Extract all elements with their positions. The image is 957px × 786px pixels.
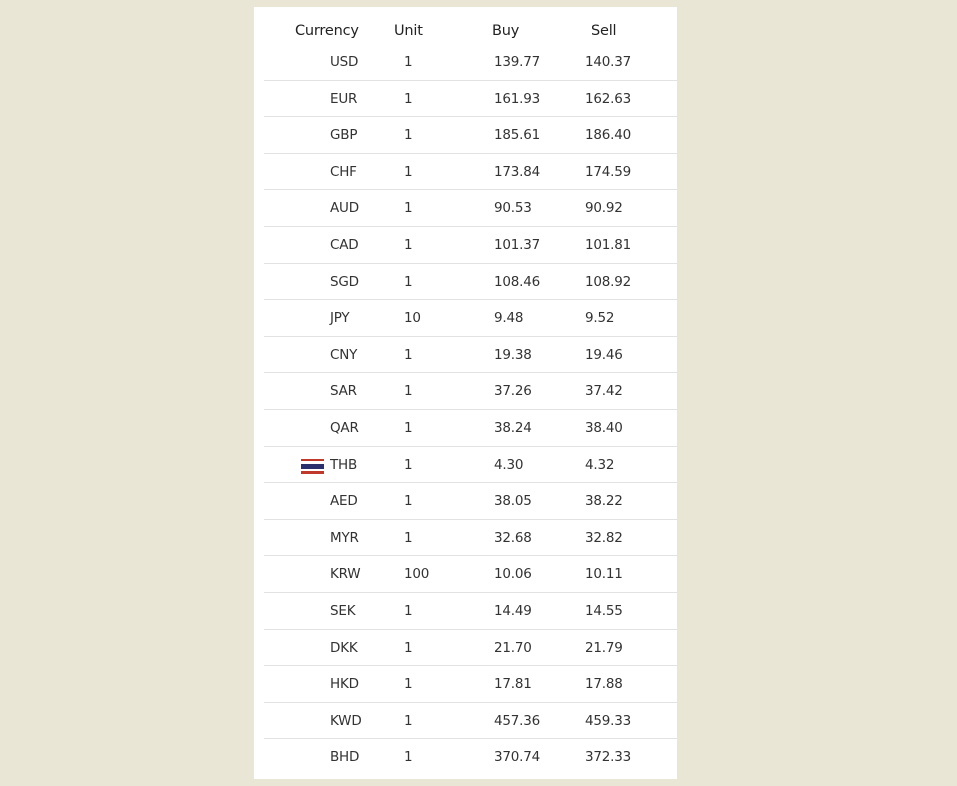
buy-rate: 185.61 xyxy=(494,127,541,144)
sell-rate: 459.33 xyxy=(585,712,632,729)
unit-value: 1 xyxy=(404,456,413,473)
buy-rate: 101.37 xyxy=(494,236,541,253)
sell-rate: 372.33 xyxy=(585,749,632,766)
buy-rate: 9.48 xyxy=(494,310,524,327)
currency-code: QAR xyxy=(330,419,359,436)
unit-value: 1 xyxy=(404,273,413,290)
table-row xyxy=(264,520,677,557)
unit-value: 10 xyxy=(404,310,421,327)
currency-code: AUD xyxy=(330,200,359,217)
buy-rate: 108.46 xyxy=(494,273,541,290)
buy-rate: 173.84 xyxy=(494,163,541,180)
buy-rate: 32.68 xyxy=(494,529,532,546)
currency-code: DKK xyxy=(330,639,358,656)
table-row xyxy=(264,264,677,301)
sell-rate: 19.46 xyxy=(585,346,623,363)
sell-rate: 37.42 xyxy=(585,383,623,400)
sell-rate: 162.63 xyxy=(585,90,632,107)
unit-value: 1 xyxy=(404,419,413,436)
sell-rate: 90.92 xyxy=(585,200,623,217)
table-row xyxy=(264,630,677,667)
sell-rate: 108.92 xyxy=(585,273,632,290)
buy-rate: 14.49 xyxy=(494,602,532,619)
currency-code: USD xyxy=(330,54,359,70)
currency-code: SEK xyxy=(330,602,356,619)
table-row xyxy=(264,373,677,410)
unit-value: 1 xyxy=(404,346,413,363)
sell-rate: 140.37 xyxy=(585,54,632,70)
unit-value: 1 xyxy=(404,383,413,400)
unit-value: 1 xyxy=(404,127,413,144)
buy-rate: 139.77 xyxy=(494,54,541,70)
sell-rate: 38.40 xyxy=(585,419,623,436)
unit-value: 1 xyxy=(404,602,413,619)
unit-value: 1 xyxy=(404,639,413,656)
table-row xyxy=(264,483,677,520)
table-row xyxy=(264,300,677,337)
header-unit: Unit xyxy=(394,23,423,39)
buy-rate: 19.38 xyxy=(494,346,532,363)
table-row xyxy=(264,593,677,630)
unit-value: 1 xyxy=(404,90,413,107)
currency-code: SAR xyxy=(330,383,357,400)
sell-rate: 4.32 xyxy=(585,456,615,473)
currency-code: MYR xyxy=(330,529,359,546)
buy-rate: 161.93 xyxy=(494,90,541,107)
buy-rate: 10.06 xyxy=(494,566,532,583)
header-currency: Currency xyxy=(295,23,359,39)
currency-code: CHF xyxy=(330,163,357,180)
sell-rate: 9.52 xyxy=(585,310,615,327)
unit-value: 1 xyxy=(404,54,413,70)
header-sell: Sell xyxy=(591,23,617,39)
unit-value: 1 xyxy=(404,236,413,253)
table-row xyxy=(264,190,677,227)
buy-rate: 38.24 xyxy=(494,419,532,436)
unit-value: 100 xyxy=(404,566,430,583)
sell-rate: 101.81 xyxy=(585,236,632,253)
header-buy: Buy xyxy=(492,23,520,39)
unit-value: 1 xyxy=(404,163,413,180)
currency-code: GBP xyxy=(330,127,358,144)
table-row xyxy=(264,337,677,374)
thailand-flag-icon xyxy=(301,459,324,474)
currency-code: EUR xyxy=(330,90,358,107)
sell-rate: 21.79 xyxy=(585,639,623,656)
sell-rate: 14.55 xyxy=(585,602,623,619)
unit-value: 1 xyxy=(404,493,413,510)
sell-rate: 10.11 xyxy=(585,566,623,583)
currency-code: BHD xyxy=(330,749,360,766)
unit-value: 1 xyxy=(404,749,413,766)
currency-code: SGD xyxy=(330,273,359,290)
currency-code: HKD xyxy=(330,676,359,693)
currency-code: CAD xyxy=(330,236,359,253)
table-row xyxy=(264,556,677,593)
sell-rate: 32.82 xyxy=(585,529,623,546)
table-body xyxy=(264,44,677,776)
table-row xyxy=(264,447,677,484)
buy-rate: 37.26 xyxy=(494,383,532,400)
buy-rate: 38.05 xyxy=(494,493,532,510)
sell-rate: 17.88 xyxy=(585,676,623,693)
unit-value: 1 xyxy=(404,529,413,546)
currency-code: THB xyxy=(330,456,358,473)
buy-rate: 17.81 xyxy=(494,676,532,693)
currency-code: AED xyxy=(330,493,358,510)
buy-rate: 370.74 xyxy=(494,749,541,766)
table-row xyxy=(264,666,677,703)
table-row xyxy=(264,44,677,81)
table-row xyxy=(264,739,677,776)
buy-rate: 90.53 xyxy=(494,200,532,217)
table-row xyxy=(264,154,677,191)
sell-rate: 186.40 xyxy=(585,127,632,144)
currency-code: CNY xyxy=(330,346,358,363)
table-row xyxy=(264,117,677,154)
table-row xyxy=(264,410,677,447)
unit-value: 1 xyxy=(404,676,413,693)
buy-rate: 21.70 xyxy=(494,639,532,656)
currency-code: KWD xyxy=(330,712,362,729)
currency-code: KRW xyxy=(330,566,361,583)
table-row xyxy=(264,703,677,740)
unit-value: 1 xyxy=(404,200,413,217)
buy-rate: 4.30 xyxy=(494,456,524,473)
sell-rate: 174.59 xyxy=(585,163,632,180)
table-row xyxy=(264,81,677,118)
sell-rate: 38.22 xyxy=(585,493,623,510)
exchange-rate-table xyxy=(254,7,677,779)
unit-value: 1 xyxy=(404,712,413,729)
table-row xyxy=(264,227,677,264)
buy-rate: 457.36 xyxy=(494,712,541,729)
currency-code: JPY xyxy=(330,310,350,327)
